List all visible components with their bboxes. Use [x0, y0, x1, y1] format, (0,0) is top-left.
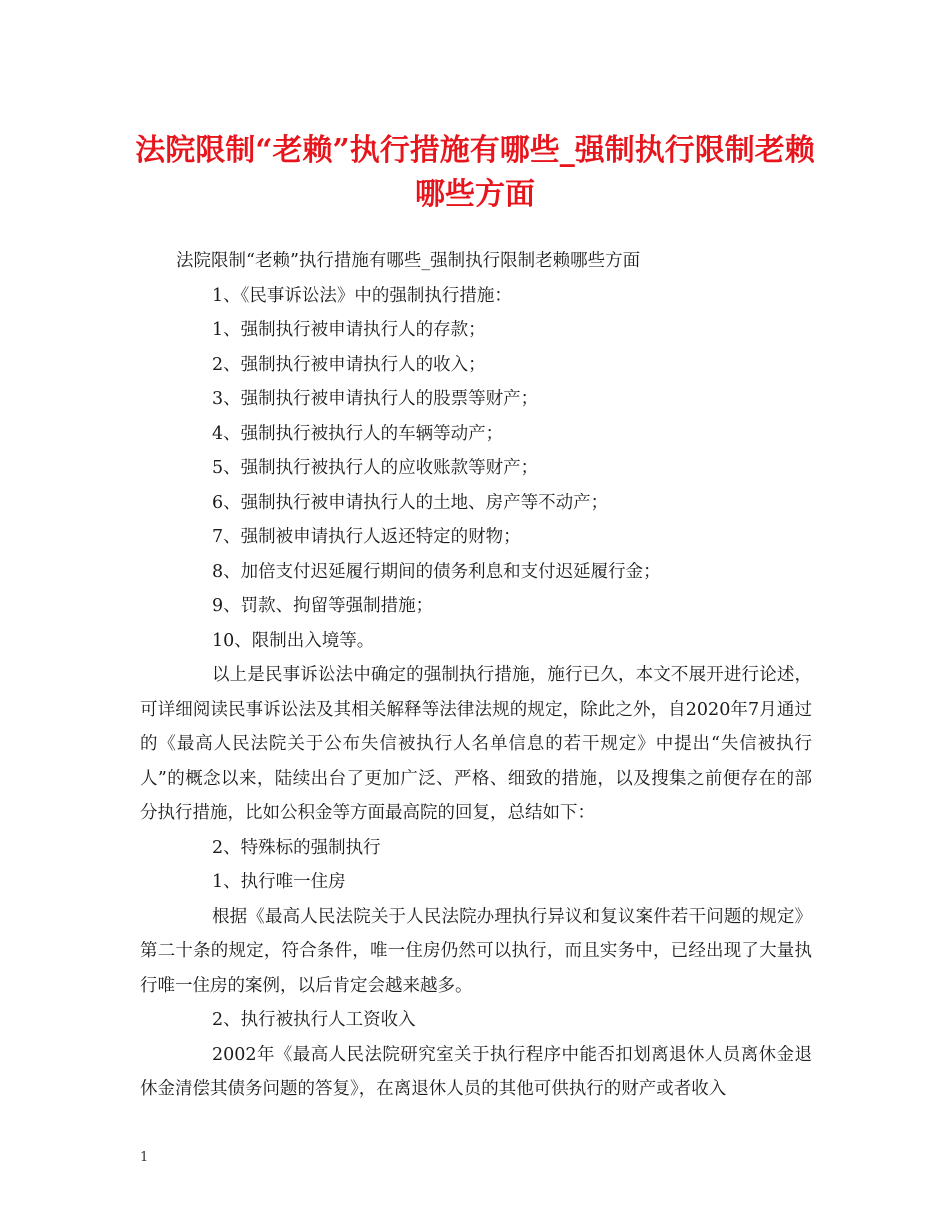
subsection-heading-only-housing: 1、执行唯一住房 [212, 872, 346, 892]
list-item: 6、强制执行被申请执行人的土地、房产等不动产； [212, 492, 609, 513]
list-item: 2、强制执行被申请执行人的收入； [212, 354, 486, 375]
section-heading-special-targets: 2、特殊标的强制执行 [212, 837, 381, 858]
section-heading-civil-procedure: 1、《民事诉讼法》中的强制执行措施： [212, 285, 512, 306]
list-item: 3、强制执行被申请执行人的股票等财产； [212, 389, 539, 409]
intro-line: 法院限制“老赖”执行措施有哪些_强制执行限制老赖哪些方面 [176, 251, 641, 271]
page-number: 1 [140, 1150, 149, 1165]
document-title-line-1: 法院限制“老赖”执行措施有哪些_强制执行限制老赖 [135, 133, 815, 168]
document-body [140, 244, 812, 1107]
body-paragraph: 根据《最高人民法院关于人民法院办理执行异议和复议案件若干问题的规定》第二十条的规定，符合条件，唯一住房仍然可以执行，而且实务中，已经出现了大量执行唯一住房的案例，以后肯定会越来越多。 [140, 906, 812, 996]
list-item: 10、限制出入境等。 [212, 630, 375, 651]
list-item: 1、强制执行被申请执行人的存款； [212, 320, 486, 340]
body-paragraph: 2002年《最高人民法院研究室关于执行程序中能否扣划离退休人员离休金退休金清偿其债务问题的答复》，在离退休人员的其他可供执行的财产或者收入 [140, 1044, 812, 1099]
document-title-line-2: 哪些方面 [415, 177, 535, 212]
list-item: 8、加倍支付迟延履行期间的债务利息和支付迟延履行金； [212, 561, 661, 582]
list-item: 4、强制执行被执行人的车辆等动产； [212, 423, 504, 444]
list-item: 5、强制执行被执行人的应收账款等财产； [212, 458, 539, 478]
body-paragraph: 以上是民事诉讼法中确定的强制执行措施，施行已久，本文不展开进行论述，可详细阅读民事诉讼法及其相关解释等法律法规的规定，除此之外，自2020年7月通过的《最高人民法院关于公布失信被执行人名单信息的若干规定》中提出“失信被执行人”的概念以来，陆续出台了更加广泛、严格、细致的措施，以及搜集之前便存在的部分执行措施，比如公积金等方面最高院的回复，总结如下： [140, 665, 812, 823]
list-item: 7、强制被申请执行人返还特定的财物； [212, 527, 521, 547]
subsection-heading-wage-income: 2、执行被执行人工资收入 [212, 1010, 416, 1030]
list-item: 9、罚款、拘留等强制措施； [212, 596, 434, 616]
